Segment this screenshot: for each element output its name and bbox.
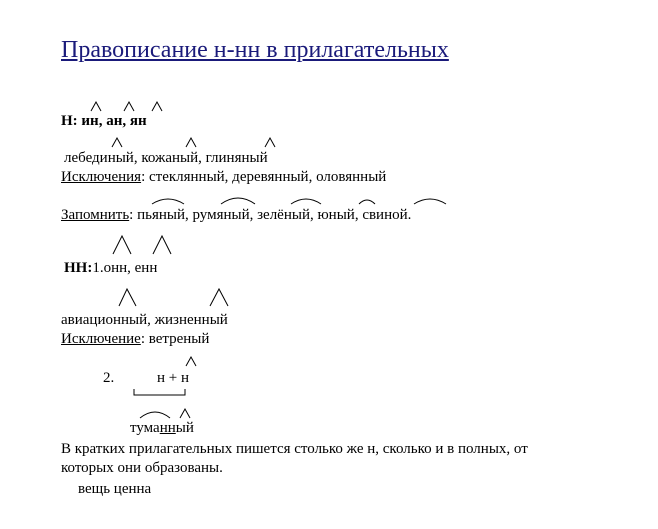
ending-bracket	[134, 389, 185, 395]
case2-example	[130, 419, 194, 437]
suffix-caret-kozhany	[186, 138, 196, 147]
root-arc-yuny	[359, 200, 375, 204]
nn-label: НН:	[64, 260, 93, 276]
root-arc-rumyany	[221, 198, 255, 204]
suffix-caret-tumanny	[180, 409, 190, 418]
case2-example-nn: нн	[159, 420, 176, 436]
remember-text: : пьяный, румяный, зелёный, юный, свиной.	[129, 207, 412, 223]
suffix-caret-an	[124, 102, 134, 111]
root-arc-pyany	[152, 199, 184, 204]
suffix-caret-glinyany	[265, 138, 275, 147]
case2-example-prefix: тума	[130, 420, 160, 436]
nn-exception-line	[61, 330, 209, 348]
exception-text: : ветреный	[140, 331, 210, 347]
suffix-caret-aviatsionny	[119, 289, 136, 306]
suffix-caret-yan	[152, 102, 162, 111]
nn-rule-line	[64, 259, 157, 277]
n-exceptions-line	[61, 168, 386, 186]
suffix-caret-in	[91, 102, 101, 111]
exceptions-label: Исключения	[61, 169, 142, 185]
suffix-caret-formula	[186, 357, 196, 366]
suffix-caret-lebediny	[112, 138, 122, 147]
nn-examples: авиационный, жизненный	[61, 312, 228, 328]
short-forms-line2: которых они образованы.	[61, 460, 223, 476]
exceptions-text: : стеклянный, деревянный, оловянный	[141, 169, 387, 185]
remember-label: Запомнить	[61, 207, 130, 223]
n-rule: Н: ин, ан, ян	[61, 113, 147, 129]
exception-label: Исключение	[61, 331, 141, 347]
case2-number: 2.	[103, 370, 115, 386]
n-examples: лебединый, кожаный, глиняный	[64, 150, 268, 166]
page-title: Правописание н-нн в прилагательных	[61, 37, 449, 63]
case2-example-suffix: ый	[175, 420, 194, 436]
short-forms-line1: В кратких прилагательных пишется столько же н, сколько и в полных, от	[61, 441, 528, 457]
root-arc-svinoy	[414, 199, 446, 204]
short-forms-example: вещь ценна	[78, 481, 152, 497]
root-arc-zeleny	[291, 199, 321, 204]
suffix-caret-enn	[153, 236, 171, 254]
n-remember-line	[61, 206, 411, 224]
case2-formula: н + н	[157, 370, 190, 386]
suffix-caret-zhiznenny	[210, 289, 228, 306]
nn-rule: 1.онн, енн	[92, 260, 158, 276]
root-arc-tuman	[140, 412, 170, 418]
suffix-caret-onn	[113, 236, 131, 254]
